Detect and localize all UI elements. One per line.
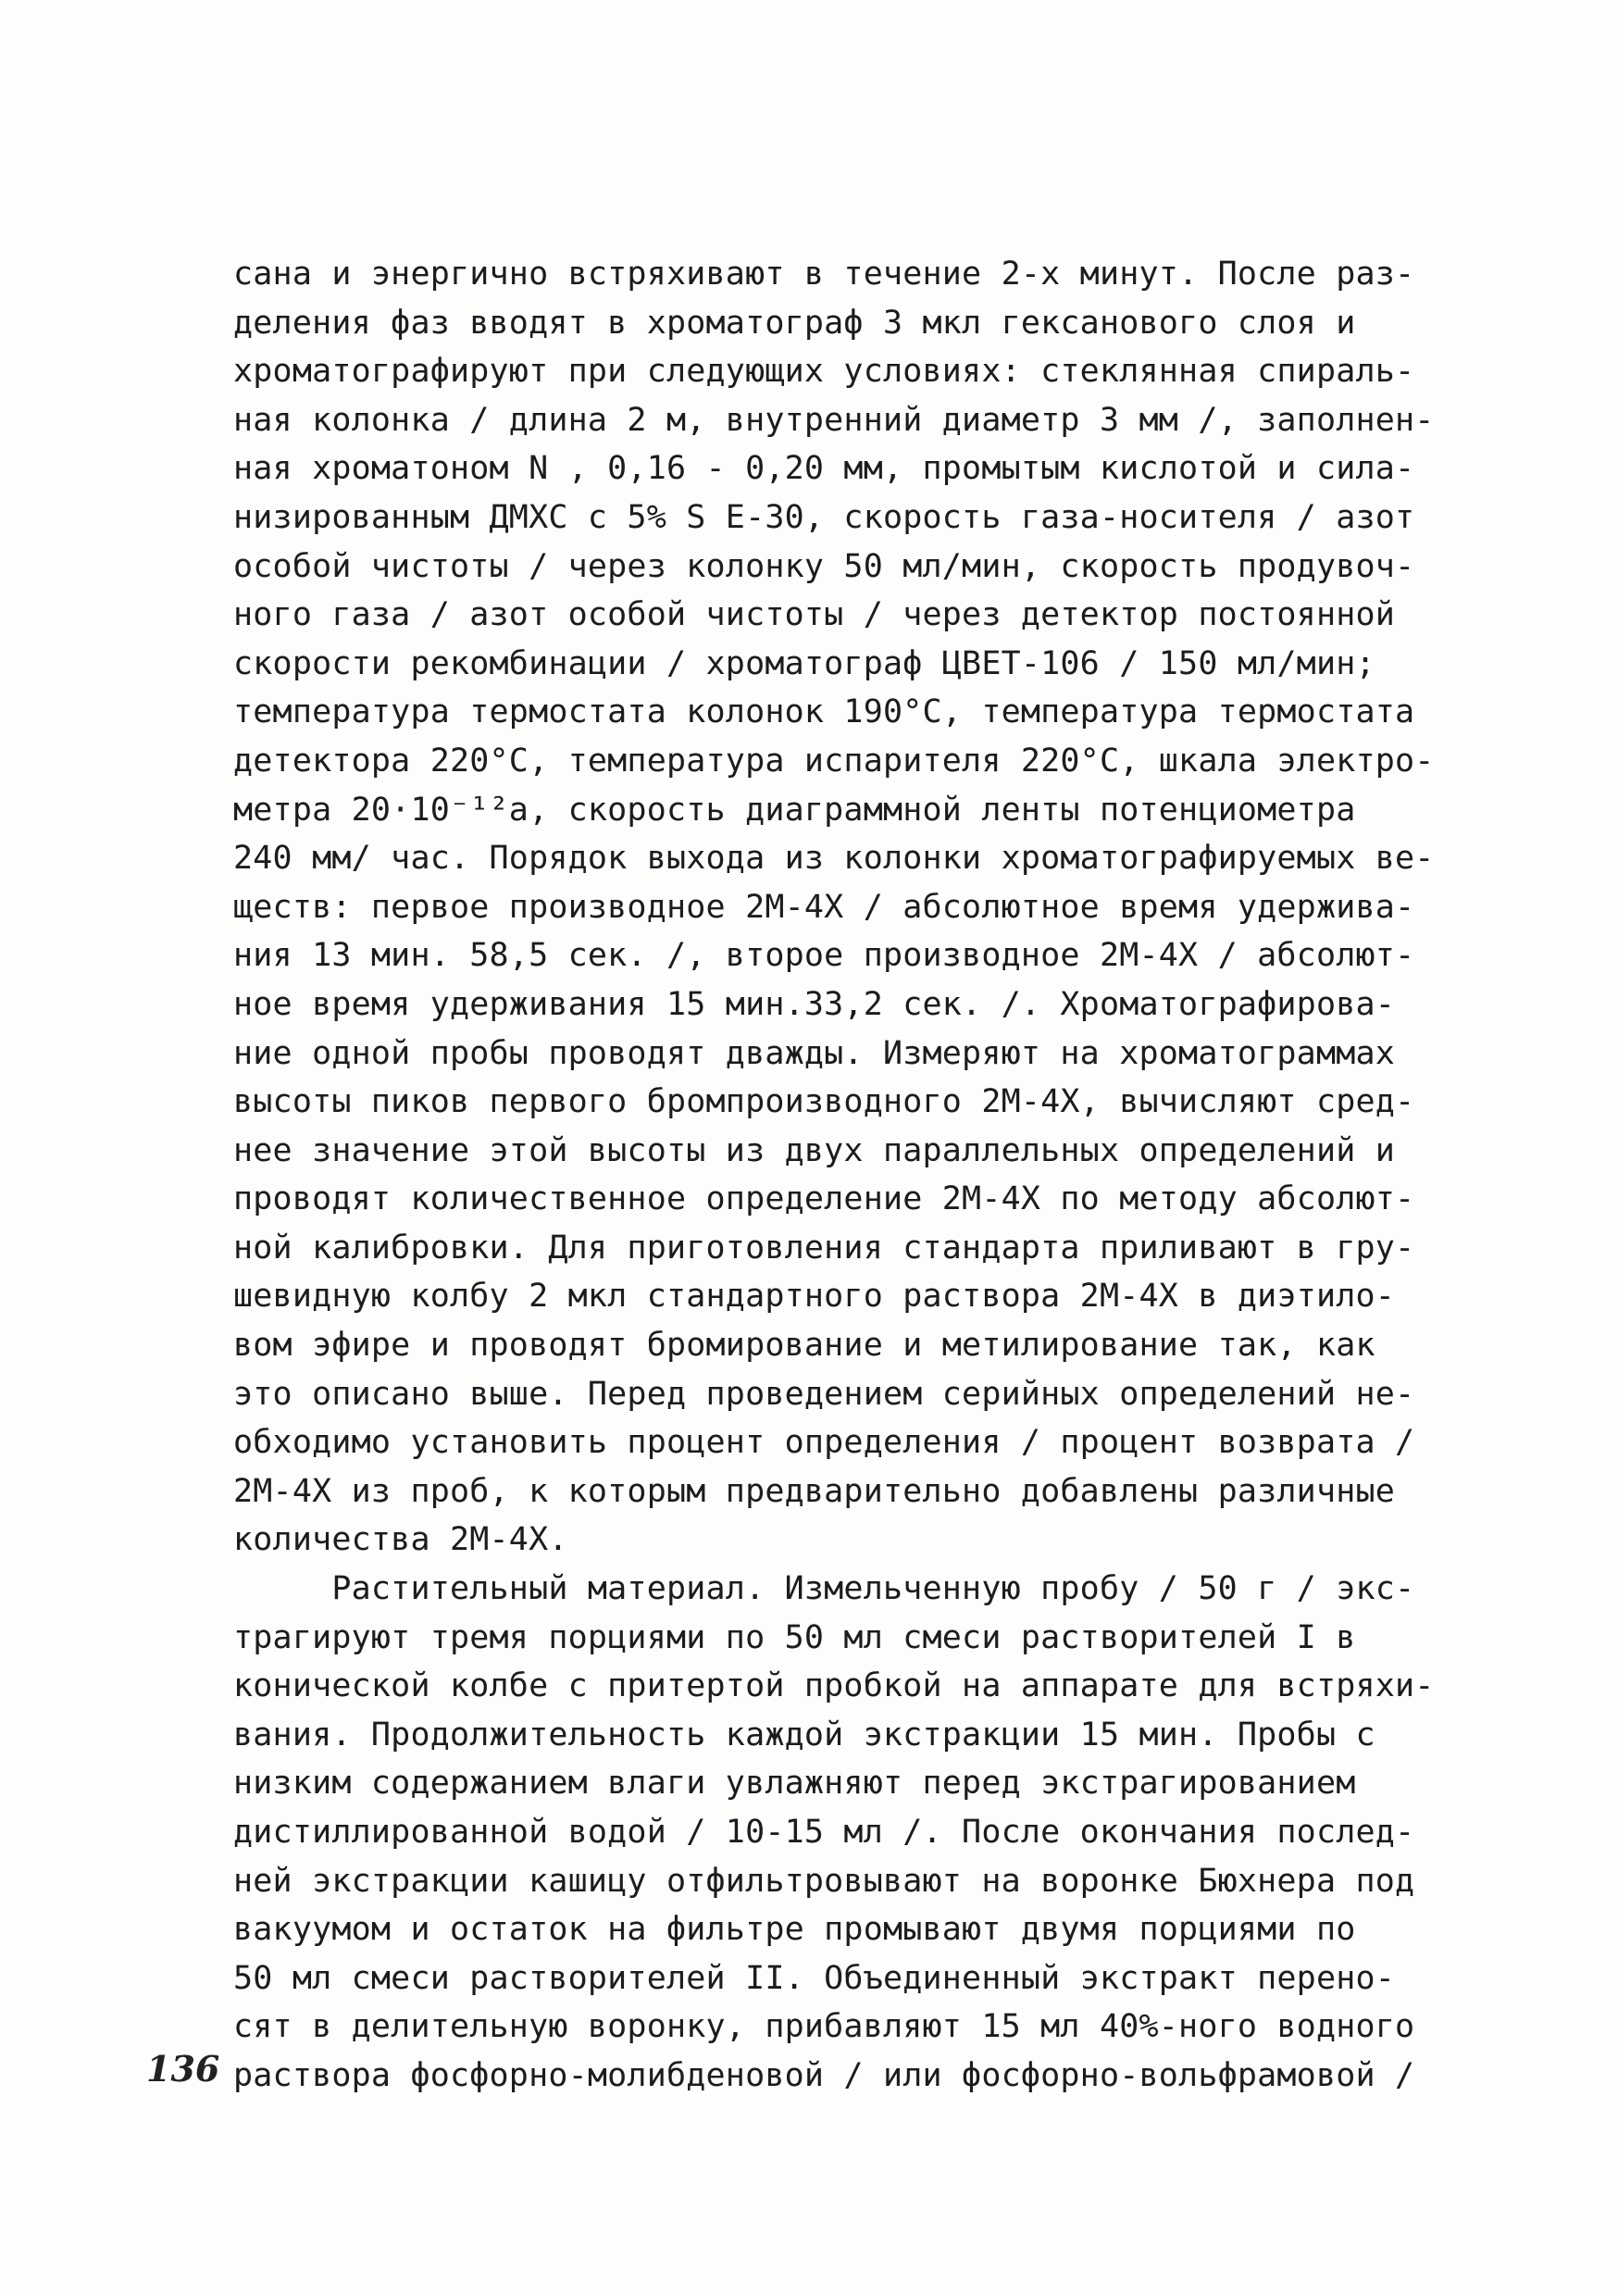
text-line: деления фаз вводят в хроматограф 3 мкл гексанового слоя и xyxy=(233,304,1356,342)
text-line: ное время удерживания 15 мин.33,2 сек. /. Хроматографирова- xyxy=(233,985,1396,1023)
text-line: сана и энергично встряхивают в течение 2-х минут. После раз- xyxy=(233,256,1415,293)
text-line: нее значение этой высоты из двух параллельных определений и xyxy=(233,1131,1396,1169)
text-line: 50 мл смеси растворителей II. Объединенный экстракт перено- xyxy=(233,1959,1396,1997)
text-line: метра 20·10⁻¹²а, скорость диаграммной ленты потенциометра xyxy=(233,791,1356,829)
text-line: проводят количественное определение 2М-4Х по методу абсолют- xyxy=(233,1180,1415,1218)
text-line: это описано выше. Перед проведением серийных определений не- xyxy=(233,1375,1415,1413)
text-line: хроматографируют при следующих условиях: стеклянная спираль- xyxy=(233,353,1415,391)
text-line: детектора 220°С, температура испарителя 220°С, шкала электро- xyxy=(233,742,1435,780)
text-line: количества 2М-4Х. xyxy=(233,1521,568,1559)
text-line: ния 13 мин. 58,5 сек. /, второе производное 2М-4Х / абсолют- xyxy=(233,937,1415,975)
text-line: ного газа / азот особой чистоты / через детектор постоянной xyxy=(233,596,1396,634)
text-line: вом эфире и проводят бромирование и метилирование так, как xyxy=(233,1327,1375,1365)
body-text xyxy=(233,250,1455,2101)
text-line: конической колбе с притертой пробкой на аппарате для встряхи- xyxy=(233,1667,1435,1705)
text-line: температура термостата колонок 190°С, температура термостата xyxy=(233,693,1415,731)
page-number: 136 xyxy=(146,2048,220,2090)
text-line: ществ: первое производное 2М-4Х / абсолютное время удержива- xyxy=(233,888,1415,926)
text-line: вания. Продолжительность каждой экстракции 15 мин. Пробы с xyxy=(233,1716,1375,1753)
text-line: Растительный материал. Измельченную пробу / 50 г / экс- xyxy=(233,1570,1415,1608)
text-line: сят в делительную воронку, прибавляют 15 мл 40%-ного водного xyxy=(233,2008,1415,2046)
text-line: 2М-4Х из проб, к которым предварительно добавлены различные xyxy=(233,1472,1396,1510)
text-line: низированным ДМХС с 5% S Е-30, скорость газа-носителя / азот xyxy=(233,498,1415,536)
text-line: высоты пиков первого бромпроизводного 2М-4Х, вычисляют сред- xyxy=(233,1083,1415,1121)
text-line: раствора фосфорно-молибденовой / или фосфорно-вольфрамовой / xyxy=(233,2056,1415,2094)
text-line: шевидную колбу 2 мкл стандартного раствора 2М-4Х в диэтило- xyxy=(233,1278,1396,1316)
text-line: особой чистоты / через колонку 50 мл/мин, скорость продувоч- xyxy=(233,547,1415,585)
text-line: скорости рекомбинации / хроматограф ЦВЕТ-106 / 150 мл/мин; xyxy=(233,644,1375,682)
text-line: ная колонка / длина 2 м, внутренний диаметр 3 мм /, заполнен- xyxy=(233,401,1435,439)
text-line: вакуумом и остаток на фильтре промывают двумя порциями по xyxy=(233,1911,1356,1949)
text-line: ние одной пробы проводят дважды. Измеряют на хроматограммах xyxy=(233,1034,1396,1072)
text-line: ная хроматоном N , 0,16 - 0,20 мм, промытым кислотой и сила- xyxy=(233,450,1415,488)
text-line: 240 мм/ час. Порядок выхода из колонки хроматографируемых ве- xyxy=(233,840,1435,878)
text-line: дистиллированной водой / 10-15 мл /. После окончания послед- xyxy=(233,1814,1415,1851)
text-line: трагируют тремя порциями по 50 мл смеси растворителей I в xyxy=(233,1618,1356,1656)
text-line: низким содержанием влаги увлажняют перед экстрагированием xyxy=(233,1765,1356,1803)
text-line: обходимо установить процент определения / процент возврата / xyxy=(233,1424,1415,1462)
text-line: ней экстракции кашицу отфильтровывают на воронке Бюхнера под xyxy=(233,1862,1415,1900)
text-line: ной калибровки. Для приготовления стандарта приливают в гру- xyxy=(233,1229,1415,1267)
